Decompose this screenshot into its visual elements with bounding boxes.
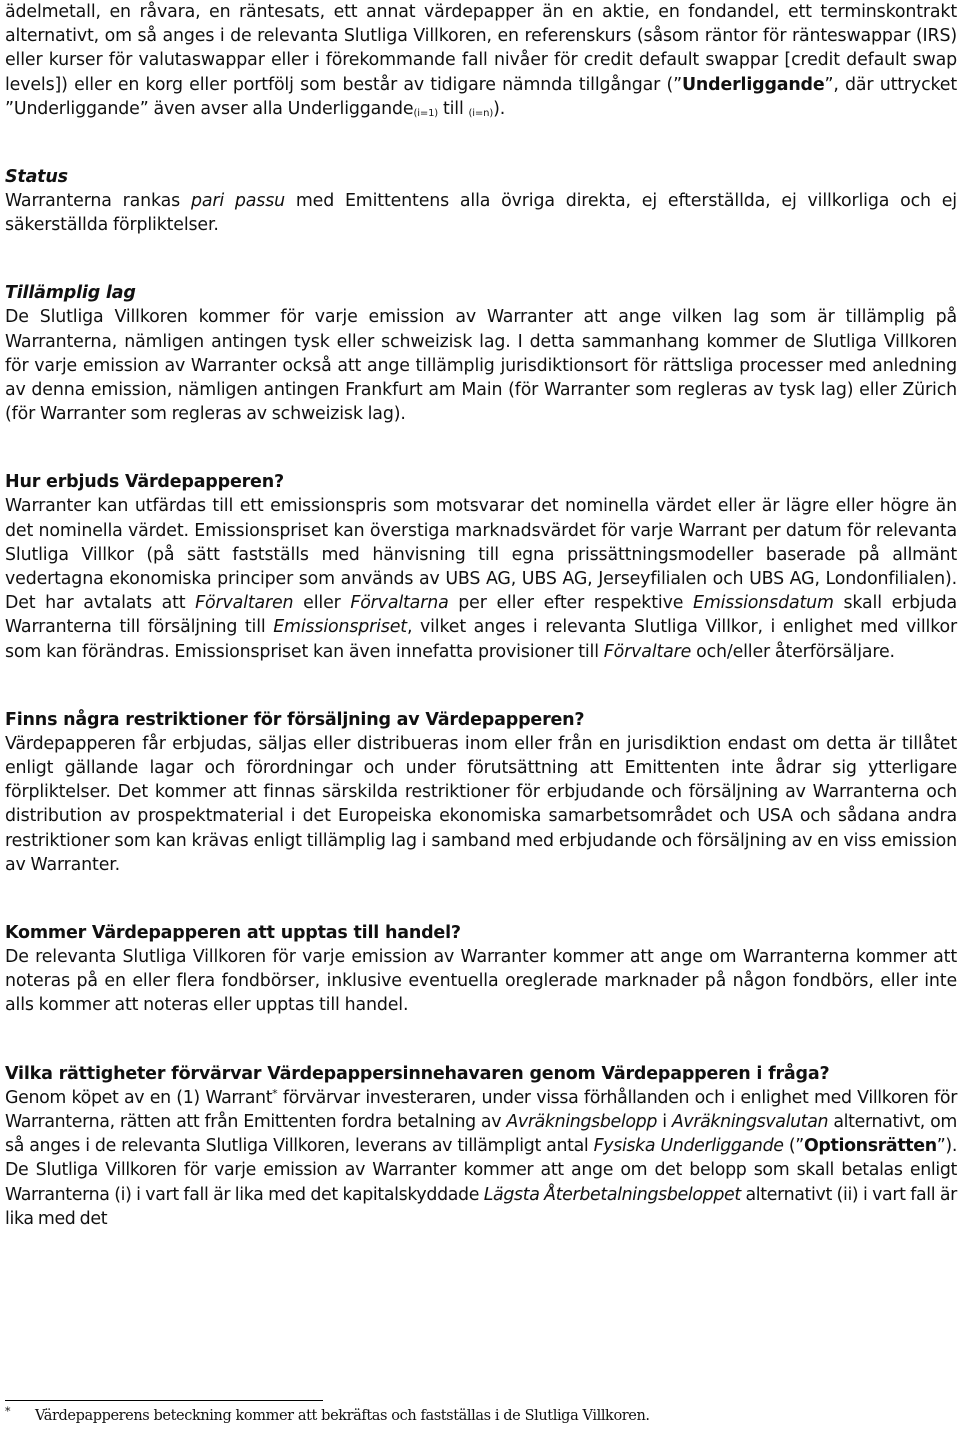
- intro-paragraph: ädelmetall, en råvara, en räntesats, ett annat värdepapper än en aktie, en fondandel, ett terminskontrakt alternativt, om så anges i de relevanta Slutliga Villkoren, en referenskurs (såsom räntor för ränteswappar (IRS) eller kurser för valutaswappar eller i förekommande fall nivåer för credit default swappar [credit default swap levels]) eller en korg eller portfölj som består av tidigare nämnda tillgångar (”Underliggande”, där uttrycket ”Underliggande” även avser alla Underliggande$_{(i=1)}$ till $_{(i=n)}$).: [5, 2, 957, 119]
- law-paragraph: De Slutliga Villkoren kommer för varje emission av Warranter att ange vilken lag som är tillämplig på Warranterna, nämligen antingen tysk eller schweizisk lag. I detta sammanhang kommer de Slutliga Villkoren för varje emission av Warranter också att ange tillämplig jurisdiktionsort för rättsliga processer med anledning av denna emission, nämligen antingen Frankfurt am Main (för Warranter som regleras av tysk lag) eller Zürich (för Warranter som regleras av schweizisk lag).: [5, 307, 957, 425]
- footnote-divider: [5, 1400, 323, 1401]
- term-underliggande: Underliggande: [681, 74, 825, 95]
- status-paragraph: Warranterna rankas pari passu med Emittentens alla övriga direkta, ej efterställda, ej villkorliga och ej säkerställda förpliktelser.: [5, 191, 957, 236]
- section-heading-rights: Vilka rättigheter förvärvar Värdepappersinnehavaren genom Värdepapperen i fråga?: [5, 1063, 830, 1084]
- document-page: [5, 0, 957, 1231]
- footnote: * Värdepapperens beteckning kommer att bekräftas och fastställas i de Slutliga Villkoren.: [5, 1405, 650, 1424]
- footnote-text: Värdepapperens beteckning kommer att bekräftas och fastställas i de Slutliga Villkoren.: [35, 1408, 650, 1424]
- section-heading-restrictions: Finns några restriktioner för försäljning av Värdepapperen?: [5, 709, 585, 730]
- offer-paragraph: Warranter kan utfärdas till ett emissionspris som motsvarar det nominella värdet eller är lägre eller högre än det nominella värdet. Emissionspriset kan överstiga marknadsvärdet för varje Warrant per datum för relevanta Slutliga Villkor (på sätt fastställs med hänvisning till egna prissättningsmodeller baserade på allmänt vedertagna ekonomiska principer som används av UBS AG, UBS AG, Jerseyfilialen och UBS AG, Londonfilialen). Det har avtalats att Förvaltaren eller Förvaltarna per eller efter respektive Emissionsdatum skall erbjuda Warranterna till försäljning till Emissionspriset, vilket anges i relevanta Slutliga Villkor, i enlighet med villkor som kan förändras. Emissionspriset kan även innefatta provisioner till Förvaltare och/eller återförsäljare.: [5, 496, 958, 662]
- rights-paragraph: Genom köpet av en (1) Warrant* förvärvar investeraren, under vissa förhållanden och i enlighet med Villkoren för Warranterna, rätten att från Emittenten fordra betalning av Avräkningsbelopp i Avräkningsvalutan alternativt, om så anges i de relevanta Slutliga Villkoren, leverans av tillämpligt antal Fysiska Underliggande (”Optionsrätten”). De Slutliga Villkoren för varje emission av Warranter kommer att ange om det belopp som skall betalas enligt Warranterna (i) i vart fall är lika med det kapitalskyddade Lägsta Återbetalningsbeloppet alternativt (ii) i vart fall är lika med det: [5, 1086, 958, 1229]
- section-heading-offer: Hur erbjuds Värdepapperen?: [5, 472, 284, 493]
- footnote-reference[interactable]: *: [272, 1086, 278, 1100]
- listing-paragraph: De relevanta Slutliga Villkoren för varje emission av Warranter kommer att ange om Warranterna kommer att noteras på en eller flera fondbörser, inklusive eventuella oreglerade marknader på någon fondbörs, eller inte alls kommer att noteras eller upptas till handel.: [5, 947, 957, 1016]
- section-heading-status: Status: [5, 167, 68, 188]
- restrictions-paragraph: Värdepapperen får erbjudas, säljas eller distribueras inom eller från en jurisdiktion endast om detta är tillåtet enligt gällande lagar och förordningar och under förutsättning att Emittenten inte ådrar sig ytterligare förpliktelser. Det kommer att finnas särskilda restriktioner för erbjudande och försäljning av Warranterna och distribution av prospektmaterial i det Europeiska ekonomiska samarbetsområdet och USA och sådana andra restriktioner som kan krävas enligt tillämplig lag i samband med erbjudande och försäljning av en viss emission av Warranter.: [5, 733, 957, 875]
- section-heading-applicable-law: Tillämplig lag: [5, 283, 136, 304]
- section-heading-listing: Kommer Värdepapperen att upptas till handel?: [5, 923, 461, 944]
